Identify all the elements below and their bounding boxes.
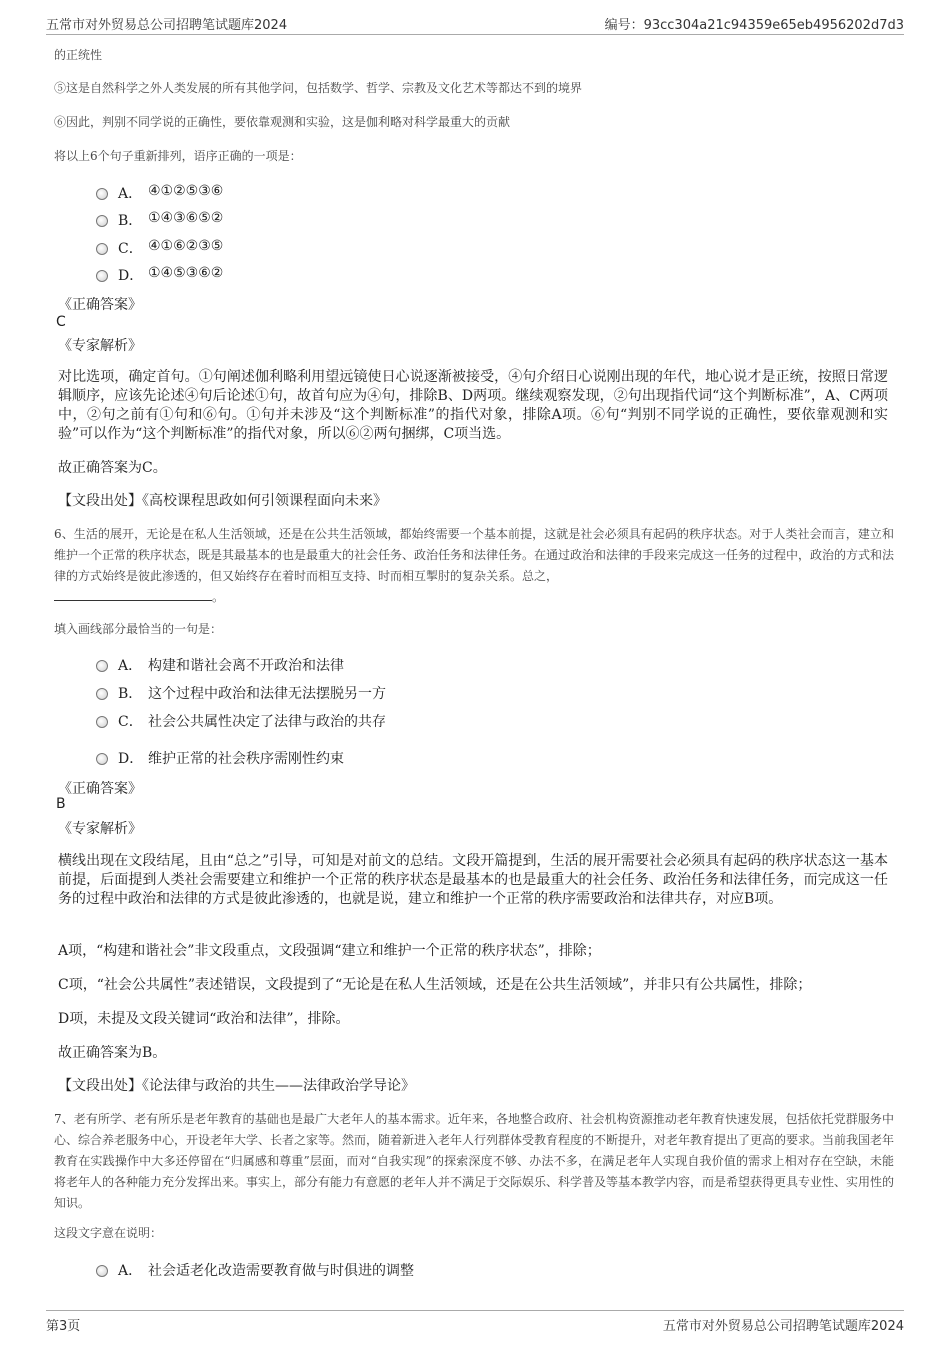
q6-answer: B [56,796,66,812]
q5-analysis: 对比选项，确定首句。①句阐述伽利略利用望远镜使日心说逐渐被接受，④句介绍日心说刚出现的年代，地心说才是正统，按照日常逻辑顺序，应该先论述④句后论述①句，故首句应为④句，排除B、D两项。继续观察发现，②句出现指代词“这个判断标准”，A、C两项中，②句之前有①句和⑥句。①句并未涉及“这个判断标准”的指代对象，排除A项。⑥句“判别不同学说的正确性，要依靠观测和实验”可以作为“这个判断标准”的指代对象，所以⑥②两句捆绑，C项当选。 [58,369,888,442]
fill-blank [54,588,212,601]
option-text: 社会公共属性决定了法律与政治的共存 [148,714,386,730]
intro-line-1: 的正统性 [54,48,103,62]
page-number: 第3页 [46,1319,81,1334]
q7-passage: 7、老有所学、老有所乐是老年教育的基础也是最广大老年人的基本需求。近年来，各地整合政府、社会机构资源推动老年教育快速发展，包括依托党群服务中心、综合养老服务中心，开设老年大学、长者之家等。然而，随着新进入老年人行列群体受教育程度的不断提升，对老年教育提出了更高的要求。当前我国老年教育在实践操作中大多还停留在“归属感和尊重”层面，而对“自我实现”的探索深度不够、办法不多，在满足老年人实现自我价值的需求上相对存在空缺，未能将老年人的各种能力充分发挥出来。事实上，部分有能力有意愿的老年人并不满足于交际娱乐、科学普及等基本教学内容，而是希望获得更具专业性、实用性的知识。 [54,1112,895,1210]
q6-answer-label: 《正确答案》 [58,781,142,797]
q5-conclusion: 故正确答案为C。 [58,460,167,476]
radio-icon[interactable] [96,688,108,700]
q6-source: 【文段出处】《论法律与政治的共生——法律政治学导论》 [58,1078,415,1094]
q6-question: 填入画线部分最恰当的一句是： [54,622,223,636]
q5-answer: C [56,314,66,330]
radio-icon[interactable] [96,753,108,765]
option-text: ①④⑤③⑥② [148,265,224,281]
option-text: 维护正常的社会秩序需刚性约束 [148,751,344,767]
option-letter: D． [118,751,144,767]
q5-answer-label: 《正确答案》 [58,297,142,313]
option-text: ①④③⑥⑤② [148,210,224,226]
q6-passage-text: 6、生活的展开，无论是在私人生活领域，还是在公共生活领域，都始终需要一个基本前提，这就是社会必须具有起码的秩序状态。对于人类社会而言，建立和维护一个正常的秩序状态，既是其最基本的也是最重大的社会任务、政治任务和法律任务。在通过政治和法律的手段来完成这一任务的过程中，政治的方式和法律的方式始终是彼此渗透的，但又始终存在着时而相互支持、时而相互掣肘的复杂关系。总之， [54,527,895,583]
radio-icon[interactable] [96,270,108,282]
option-letter: A． [118,1263,143,1279]
header-title: 五常市对外贸易总公司招聘笔试题库2024 [46,18,288,33]
radio-icon[interactable] [96,243,108,255]
intro-line-3: ⑥因此，判别不同学说的正确性，要依靠观测和实验，这是伽利略对科学最重大的贡献 [54,115,511,129]
intro-line-2: ⑤这是自然科学之外人类发展的所有其他学问，包括数学、哲学、宗教及文化艺术等都达不到的境界 [54,81,583,95]
q6-analysis-label: 《专家解析》 [58,821,142,837]
radio-icon[interactable] [96,215,108,227]
option-letter: B． [118,686,143,702]
option-text: 这个过程中政治和法律无法摆脱另一方 [148,686,386,702]
q6-point-c: C项，“社会公共属性”表述错误，文段提到了“无论是在私人生活领域，还是在公共生活领域”，并非只有公共属性，排除； [58,977,812,993]
option-text: ④①②⑤③⑥ [148,183,224,199]
q6-conclusion: 故正确答案为B。 [58,1045,167,1061]
q6-analysis: 横线出现在文段结尾，且由“总之”引导，可知是对前文的总结。文段开篇提到，生活的展开需要社会必须具有起码的秩序状态这一基本前提，后面提到人类社会需要建立和维护一个正常的秩序状态是最基本的也是最重大的社会任务、政治任务和法律任务，而完成这一任务的过程中政治和法律的方式是彼此渗透的，也就是说，建立和维护一个正常的秩序需要政治和法律共存，对应B项。 [58,853,888,907]
q5-analysis-label: 《专家解析》 [58,338,142,354]
radio-icon[interactable] [96,660,108,672]
option-letter: A． [118,186,143,202]
page-footer [46,1310,904,1335]
option-text: 构建和谐社会离不开政治和法律 [148,658,344,674]
option-letter: C． [118,241,143,257]
radio-icon[interactable] [96,188,108,200]
q6-point-a: A项，“构建和谐社会”非文段重点，文段强调“建立和维护一个正常的秩序状态”，排除； [58,943,601,959]
q5-question: 将以上6个句子重新排列，语序正确的一项是： [54,149,302,163]
header-code: 编号：93cc304a21c94359e65eb4956202d7d3 [604,18,904,33]
q6-point-d: D项，未提及文段关键词“政治和法律”，排除。 [58,1011,350,1027]
radio-icon[interactable] [96,716,108,728]
option-letter: A． [118,658,143,674]
option-text: ④①⑥②③⑤ [148,238,224,254]
radio-icon[interactable] [96,1265,108,1277]
q6-passage [54,524,894,608]
page-header [46,12,904,35]
q5-source: 【文段出处】《高校课程思政如何引领课程面向未来》 [58,493,387,509]
blank-end: 。 [212,590,225,604]
option-letter: C． [118,714,143,730]
footer-title: 五常市对外贸易总公司招聘笔试题库2024 [662,1319,904,1334]
q7-question: 这段文字意在说明： [54,1226,163,1240]
option-letter: D． [118,268,144,284]
option-letter: B． [118,213,143,229]
option-text: 社会适老化改造需要教育做与时俱进的调整 [148,1263,414,1279]
